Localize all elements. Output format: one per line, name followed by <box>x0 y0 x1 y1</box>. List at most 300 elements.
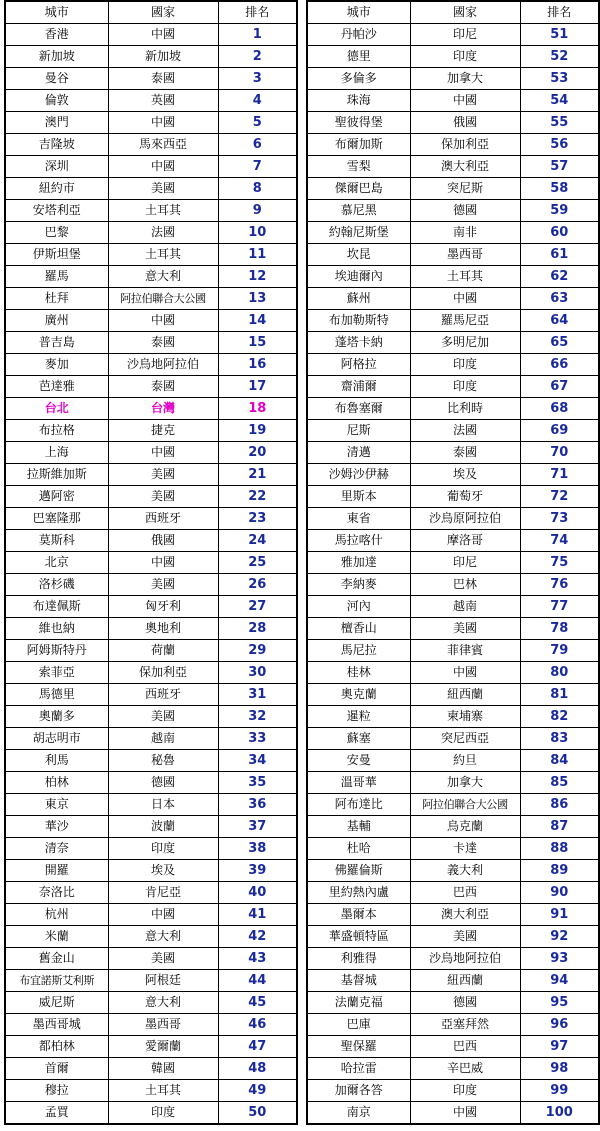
cell-country: 美國 <box>108 706 218 728</box>
cell-city: 墨爾本 <box>307 904 410 926</box>
cell-country: 肯尼亞 <box>108 882 218 904</box>
table-row <box>307 178 599 200</box>
cell-city: 齋浦爾 <box>307 376 410 398</box>
cell-country: 墨西哥 <box>410 244 520 266</box>
ranking-table-left <box>4 0 298 1125</box>
cell-city: 倫敦 <box>5 90 108 112</box>
cell-country: 約旦 <box>410 750 520 772</box>
cell-city: 馬德里 <box>5 684 108 706</box>
cell-country: 土耳其 <box>108 1080 218 1102</box>
cell-country: 澳大利亞 <box>410 904 520 926</box>
table-row <box>5 288 297 310</box>
cell-rank: 43 <box>218 948 297 970</box>
cell-city: 巴庫 <box>307 1014 410 1036</box>
cell-city: 普吉島 <box>5 332 108 354</box>
cell-country: 中國 <box>108 112 218 134</box>
cell-country: 越南 <box>108 728 218 750</box>
cell-rank: 45 <box>218 992 297 1014</box>
cell-country: 印度 <box>108 1102 218 1125</box>
cell-city: 法蘭克福 <box>307 992 410 1014</box>
cell-country: 匈牙利 <box>108 596 218 618</box>
cell-country: 沙烏地阿拉伯 <box>410 948 520 970</box>
cell-city: 雪梨 <box>307 156 410 178</box>
table-row <box>307 970 599 992</box>
cell-city: 巴塞隆那 <box>5 508 108 530</box>
table-body-right <box>307 24 599 1125</box>
cell-country: 中國 <box>108 552 218 574</box>
cell-country: 日本 <box>108 794 218 816</box>
cell-rank: 33 <box>218 728 297 750</box>
header-city: 城市 <box>5 1 108 24</box>
cell-country: 印度 <box>410 1080 520 1102</box>
table-row <box>5 46 297 68</box>
cell-city: 坎昆 <box>307 244 410 266</box>
cell-rank: 74 <box>520 530 599 552</box>
cell-country: 俄國 <box>108 530 218 552</box>
cell-country: 印度 <box>410 46 520 68</box>
cell-rank: 70 <box>520 442 599 464</box>
table-row <box>5 618 297 640</box>
cell-city: 暹粒 <box>307 706 410 728</box>
cell-city: 聖保羅 <box>307 1036 410 1058</box>
cell-city: 布加勒斯特 <box>307 310 410 332</box>
header-country: 國家 <box>410 1 520 24</box>
table-row <box>5 1080 297 1102</box>
cell-rank: 6 <box>218 134 297 156</box>
cell-country: 美國 <box>108 486 218 508</box>
table-row <box>5 596 297 618</box>
cell-rank: 3 <box>218 68 297 90</box>
cell-city: 阿布達比 <box>307 794 410 816</box>
table-row <box>307 662 599 684</box>
cell-rank: 92 <box>520 926 599 948</box>
cell-city: 奧克蘭 <box>307 684 410 706</box>
table-row <box>5 1014 297 1036</box>
cell-country: 卡達 <box>410 838 520 860</box>
cell-city: 布拉格 <box>5 420 108 442</box>
cell-country: 南非 <box>410 222 520 244</box>
cell-rank: 18 <box>218 398 297 420</box>
cell-country: 多明尼加 <box>410 332 520 354</box>
table-row <box>307 706 599 728</box>
table-row <box>307 772 599 794</box>
table-row <box>307 904 599 926</box>
cell-rank: 50 <box>218 1102 297 1125</box>
table-row <box>5 354 297 376</box>
cell-country: 越南 <box>410 596 520 618</box>
cell-rank: 83 <box>520 728 599 750</box>
table-row <box>5 684 297 706</box>
cell-country: 法國 <box>108 222 218 244</box>
cell-country: 阿拉伯聯合大公國 <box>410 794 520 816</box>
cell-country: 俄國 <box>410 112 520 134</box>
cell-rank: 96 <box>520 1014 599 1036</box>
cell-rank: 12 <box>218 266 297 288</box>
cell-city: 馬拉喀什 <box>307 530 410 552</box>
table-row <box>5 112 297 134</box>
cell-country: 土耳其 <box>108 200 218 222</box>
cell-city: 上海 <box>5 442 108 464</box>
table-row <box>307 310 599 332</box>
cell-rank: 2 <box>218 46 297 68</box>
cell-city: 里約熱內盧 <box>307 882 410 904</box>
cell-rank: 28 <box>218 618 297 640</box>
cell-city: 基督城 <box>307 970 410 992</box>
cell-rank: 76 <box>520 574 599 596</box>
cell-rank: 42 <box>218 926 297 948</box>
cell-city: 邁阿密 <box>5 486 108 508</box>
table-row <box>307 728 599 750</box>
cell-city: 布魯塞爾 <box>307 398 410 420</box>
header-rank: 排名 <box>520 1 599 24</box>
cell-rank: 39 <box>218 860 297 882</box>
cell-rank: 29 <box>218 640 297 662</box>
cell-country: 沙烏地阿拉伯 <box>108 354 218 376</box>
cell-city: 威尼斯 <box>5 992 108 1014</box>
cell-country: 中國 <box>108 904 218 926</box>
cell-city: 墨西哥城 <box>5 1014 108 1036</box>
header-row <box>307 1 599 24</box>
table-row <box>5 200 297 222</box>
cell-city: 杜哈 <box>307 838 410 860</box>
table-row <box>307 1080 599 1102</box>
cell-rank: 72 <box>520 486 599 508</box>
cell-city: 香港 <box>5 24 108 46</box>
cell-rank: 64 <box>520 310 599 332</box>
cell-country: 辛巴威 <box>410 1058 520 1080</box>
cell-country: 泰國 <box>410 442 520 464</box>
cell-country: 中國 <box>410 288 520 310</box>
table-row <box>5 376 297 398</box>
cell-country: 中國 <box>410 662 520 684</box>
table-row <box>5 728 297 750</box>
cell-city: 慕尼黑 <box>307 200 410 222</box>
cell-country: 奧地利 <box>108 618 218 640</box>
cell-country: 澳大利亞 <box>410 156 520 178</box>
cell-country: 義大利 <box>410 860 520 882</box>
cell-country: 英國 <box>108 90 218 112</box>
table-row <box>307 684 599 706</box>
table-row <box>307 398 599 420</box>
cell-country: 法國 <box>410 420 520 442</box>
table-row <box>307 750 599 772</box>
cell-city: 傑爾巴島 <box>307 178 410 200</box>
table-row <box>307 68 599 90</box>
cell-rank: 22 <box>218 486 297 508</box>
table-row <box>5 662 297 684</box>
table-row <box>307 552 599 574</box>
table-body-left <box>5 24 297 1125</box>
table-row <box>5 1058 297 1080</box>
cell-country: 波蘭 <box>108 816 218 838</box>
table-row <box>307 134 599 156</box>
cell-rank: 35 <box>218 772 297 794</box>
cell-country: 羅馬尼亞 <box>410 310 520 332</box>
cell-rank: 98 <box>520 1058 599 1080</box>
cell-country: 意大利 <box>108 926 218 948</box>
cell-rank: 81 <box>520 684 599 706</box>
cell-city: 穆拉 <box>5 1080 108 1102</box>
cell-country: 紐西蘭 <box>410 970 520 992</box>
cell-country: 愛爾蘭 <box>108 1036 218 1058</box>
cell-rank: 77 <box>520 596 599 618</box>
cell-city: 尼斯 <box>307 420 410 442</box>
table-row <box>307 112 599 134</box>
cell-country: 加拿大 <box>410 68 520 90</box>
table-row <box>5 156 297 178</box>
table-row <box>5 1036 297 1058</box>
cell-rank: 7 <box>218 156 297 178</box>
cell-rank: 90 <box>520 882 599 904</box>
cell-city: 阿格拉 <box>307 354 410 376</box>
cell-country: 中國 <box>108 442 218 464</box>
cell-country: 阿拉伯聯合大公國 <box>108 288 218 310</box>
cell-city: 埃迪爾內 <box>307 266 410 288</box>
cell-city: 奈洛比 <box>5 882 108 904</box>
table-row <box>307 46 599 68</box>
cell-city: 吉隆坡 <box>5 134 108 156</box>
cell-city: 布爾加斯 <box>307 134 410 156</box>
table-row <box>307 442 599 464</box>
cell-rank: 5 <box>218 112 297 134</box>
cell-country: 西班牙 <box>108 684 218 706</box>
cell-country: 美國 <box>410 618 520 640</box>
cell-city: 河內 <box>307 596 410 618</box>
table-row <box>5 442 297 464</box>
cell-country: 美國 <box>108 948 218 970</box>
cell-rank: 40 <box>218 882 297 904</box>
cell-country: 中國 <box>108 310 218 332</box>
cell-city: 蘇州 <box>307 288 410 310</box>
cell-city: 約翰尼斯堡 <box>307 222 410 244</box>
table-row <box>5 266 297 288</box>
cell-rank: 52 <box>520 46 599 68</box>
cell-country: 加拿大 <box>410 772 520 794</box>
cell-country: 比利時 <box>410 398 520 420</box>
table-row <box>5 464 297 486</box>
cell-rank: 1 <box>218 24 297 46</box>
cell-city: 阿姆斯特丹 <box>5 640 108 662</box>
cell-city: 佛羅倫斯 <box>307 860 410 882</box>
cell-country: 中國 <box>108 24 218 46</box>
cell-rank: 19 <box>218 420 297 442</box>
cell-city: 基輔 <box>307 816 410 838</box>
table-row <box>307 266 599 288</box>
cell-city: 米蘭 <box>5 926 108 948</box>
cell-rank: 4 <box>218 90 297 112</box>
cell-rank: 62 <box>520 266 599 288</box>
cell-city: 奧蘭多 <box>5 706 108 728</box>
cell-city: 羅馬 <box>5 266 108 288</box>
table-row <box>5 1102 297 1125</box>
table-row <box>5 552 297 574</box>
cell-city: 清奈 <box>5 838 108 860</box>
cell-rank: 84 <box>520 750 599 772</box>
cell-city: 深圳 <box>5 156 108 178</box>
cell-country: 突尼斯 <box>410 178 520 200</box>
cell-rank: 32 <box>218 706 297 728</box>
cell-city: 德里 <box>307 46 410 68</box>
cell-rank: 30 <box>218 662 297 684</box>
table-row <box>307 816 599 838</box>
cell-city: 馬尼拉 <box>307 640 410 662</box>
cell-country: 捷克 <box>108 420 218 442</box>
table-row <box>5 904 297 926</box>
cell-city: 蓬塔卡納 <box>307 332 410 354</box>
cell-rank: 48 <box>218 1058 297 1080</box>
cell-rank: 67 <box>520 376 599 398</box>
table-row <box>307 376 599 398</box>
cell-country: 印度 <box>410 376 520 398</box>
cell-city: 新加坡 <box>5 46 108 68</box>
cell-city: 北京 <box>5 552 108 574</box>
cell-city: 李納麥 <box>307 574 410 596</box>
cell-city: 蘇塞 <box>307 728 410 750</box>
cell-rank: 54 <box>520 90 599 112</box>
cell-rank: 85 <box>520 772 599 794</box>
table-row <box>307 486 599 508</box>
cell-city: 芭達雅 <box>5 376 108 398</box>
cell-rank: 27 <box>218 596 297 618</box>
cell-rank: 91 <box>520 904 599 926</box>
cell-city: 都柏林 <box>5 1036 108 1058</box>
table-row <box>307 354 599 376</box>
cell-rank: 65 <box>520 332 599 354</box>
cell-country: 墨西哥 <box>108 1014 218 1036</box>
table-row <box>307 508 599 530</box>
cell-rank: 75 <box>520 552 599 574</box>
cell-country: 巴西 <box>410 1036 520 1058</box>
cell-country: 紐西蘭 <box>410 684 520 706</box>
cell-rank: 100 <box>520 1102 599 1125</box>
table-row <box>307 1014 599 1036</box>
cell-rank: 63 <box>520 288 599 310</box>
cell-city: 索菲亞 <box>5 662 108 684</box>
table-row <box>5 310 297 332</box>
cell-city: 柏林 <box>5 772 108 794</box>
table-row <box>5 640 297 662</box>
table-row <box>5 706 297 728</box>
cell-rank: 55 <box>520 112 599 134</box>
cell-city: 布宜諾斯艾利斯 <box>5 970 108 992</box>
cell-city: 華盛頓特區 <box>307 926 410 948</box>
cell-city: 溫哥華 <box>307 772 410 794</box>
cell-rank: 8 <box>218 178 297 200</box>
cell-city: 加爾各答 <box>307 1080 410 1102</box>
cell-city: 伊斯坦堡 <box>5 244 108 266</box>
table-row <box>307 992 599 1014</box>
cell-country: 摩洛哥 <box>410 530 520 552</box>
cell-rank: 24 <box>218 530 297 552</box>
cell-country: 烏克蘭 <box>410 816 520 838</box>
table-row <box>5 772 297 794</box>
cell-city: 杭州 <box>5 904 108 926</box>
table-row <box>307 860 599 882</box>
cell-rank: 87 <box>520 816 599 838</box>
ranking-table-right <box>306 0 600 1125</box>
cell-city: 多倫多 <box>307 68 410 90</box>
table-row <box>307 640 599 662</box>
cell-country: 土耳其 <box>410 266 520 288</box>
cell-rank: 68 <box>520 398 599 420</box>
cell-rank: 61 <box>520 244 599 266</box>
table-row <box>5 860 297 882</box>
table-row <box>5 882 297 904</box>
cell-country: 保加利亞 <box>108 662 218 684</box>
cell-city: 安塔利亞 <box>5 200 108 222</box>
cell-rank: 80 <box>520 662 599 684</box>
cell-country: 意大利 <box>108 266 218 288</box>
table-row <box>307 332 599 354</box>
table-row <box>5 530 297 552</box>
cell-rank: 56 <box>520 134 599 156</box>
cell-rank: 17 <box>218 376 297 398</box>
cell-rank: 53 <box>520 68 599 90</box>
cell-rank: 97 <box>520 1036 599 1058</box>
cell-country: 沙烏原阿拉伯 <box>410 508 520 530</box>
table-row <box>5 420 297 442</box>
cell-country: 秘魯 <box>108 750 218 772</box>
table-row <box>5 816 297 838</box>
header-rank: 排名 <box>218 1 297 24</box>
cell-city: 拉斯維加斯 <box>5 464 108 486</box>
cell-rank: 49 <box>218 1080 297 1102</box>
cell-city: 雅加達 <box>307 552 410 574</box>
cell-rank: 26 <box>218 574 297 596</box>
cell-country: 美國 <box>108 574 218 596</box>
cell-city: 胡志明市 <box>5 728 108 750</box>
table-row <box>307 596 599 618</box>
cell-rank: 14 <box>218 310 297 332</box>
cell-country: 德國 <box>108 772 218 794</box>
table-row <box>5 134 297 156</box>
cell-rank: 46 <box>218 1014 297 1036</box>
table-row <box>307 882 599 904</box>
table-row <box>307 1036 599 1058</box>
cell-country: 埃及 <box>108 860 218 882</box>
table-row <box>307 618 599 640</box>
cell-rank: 31 <box>218 684 297 706</box>
cell-country: 亞塞拜然 <box>410 1014 520 1036</box>
cell-rank: 16 <box>218 354 297 376</box>
table-row <box>5 332 297 354</box>
cell-rank: 51 <box>520 24 599 46</box>
cell-city: 澳門 <box>5 112 108 134</box>
cell-city: 東省 <box>307 508 410 530</box>
cell-country: 德國 <box>410 992 520 1014</box>
cell-rank: 94 <box>520 970 599 992</box>
cell-city: 利雅得 <box>307 948 410 970</box>
table-row <box>5 90 297 112</box>
table-row <box>5 222 297 244</box>
cell-rank: 82 <box>520 706 599 728</box>
cell-country: 中國 <box>410 90 520 112</box>
cell-rank: 9 <box>218 200 297 222</box>
cell-city: 南京 <box>307 1102 410 1125</box>
table-row <box>5 948 297 970</box>
table-row <box>307 530 599 552</box>
cell-city: 舊金山 <box>5 948 108 970</box>
header-row <box>5 1 297 24</box>
cell-city: 檀香山 <box>307 618 410 640</box>
cell-city: 哈拉雷 <box>307 1058 410 1080</box>
cell-rank: 93 <box>520 948 599 970</box>
table-row <box>307 464 599 486</box>
cell-rank: 86 <box>520 794 599 816</box>
cell-country: 印尼 <box>410 24 520 46</box>
cell-city: 莫斯科 <box>5 530 108 552</box>
cell-rank: 78 <box>520 618 599 640</box>
